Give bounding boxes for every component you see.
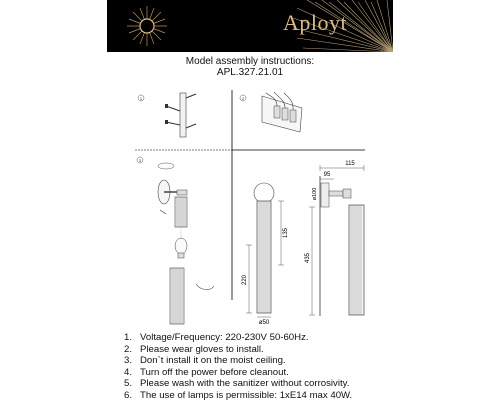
sunburst-decoration: [107, 0, 393, 52]
dimension-top-width: 115: [345, 161, 355, 167]
instruction-item: 6. The use of lamps is permissible: 1xE14 max 40W.: [124, 389, 353, 401]
dimension-backplate-diameter: ø100: [312, 187, 318, 201]
side-view: [305, 161, 364, 316]
step-3-assembly: [137, 157, 214, 324]
front-view: [242, 183, 289, 325]
instruction-item: 4. Turn off the power before cleanout.: [124, 366, 289, 378]
step-2-wiring: [240, 92, 302, 132]
instruction-item: 3. Don`t install it on the moist ceiling.: [124, 355, 286, 367]
step-1-bracket: [138, 93, 196, 137]
dimension-body-diameter: ø50: [258, 320, 270, 325]
step-3-label: 3: [138, 158, 142, 163]
brand-logo-text: Aployt: [283, 10, 348, 35]
instructions-list: [124, 332, 352, 402]
dimension-upper-height: 135: [283, 227, 289, 239]
document-title: Model assembly instructions:: [185, 56, 315, 67]
assembly-diagram: [130, 85, 370, 325]
step-2-label: 2: [241, 96, 245, 101]
instruction-item: 1. Voltage/Frequency: 220-230V 50-60Hz.: [124, 332, 309, 343]
step-1-label: 1: [139, 96, 143, 101]
instruction-item: 2. Please wear gloves to install.: [124, 343, 264, 355]
dimension-offset: 95: [323, 172, 331, 178]
brand-banner: [107, 0, 393, 52]
model-number: APL.327.21.01: [216, 67, 284, 78]
instruction-item: 5. Please wash with the sanitizer without corrosivity.: [124, 378, 350, 390]
dimension-total-height: 435: [305, 252, 311, 264]
dimension-lower-height: 220: [242, 274, 248, 286]
